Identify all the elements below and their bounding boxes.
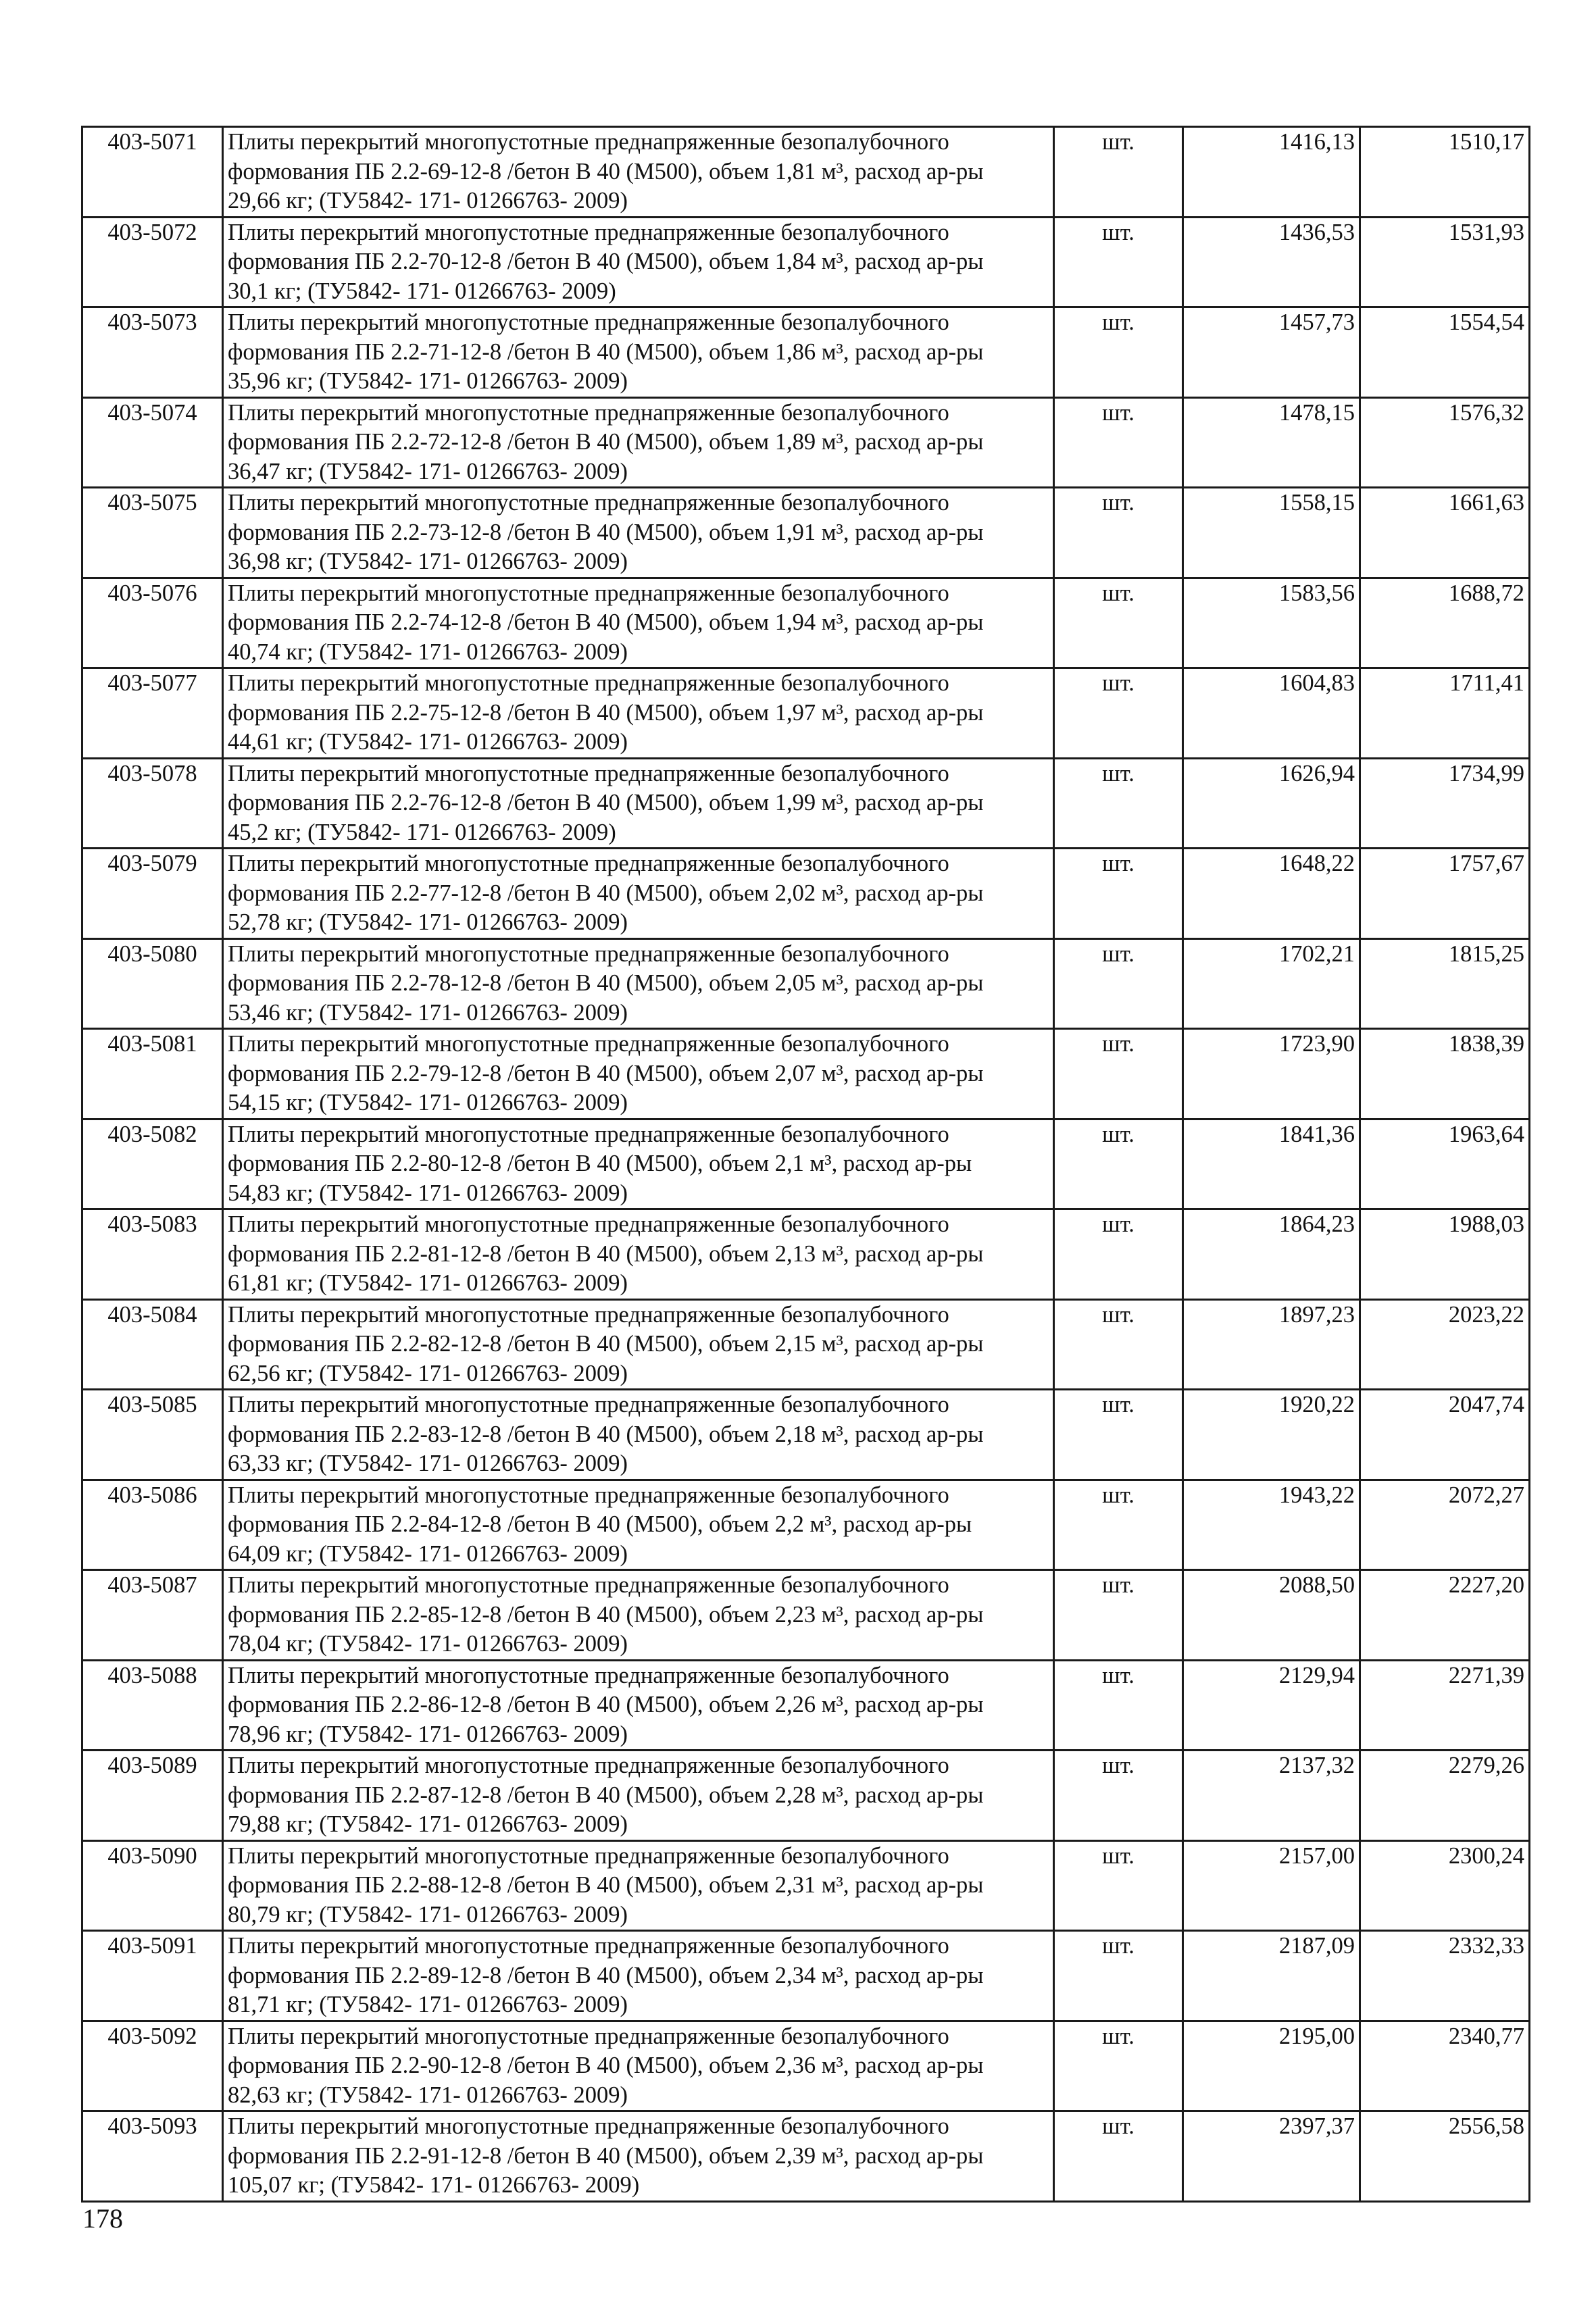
item-description-cell xyxy=(223,578,1054,668)
description-line: формования ПБ 2.2-85-12-8 /бетон В 40 (М500), объем 2,23 м³, расход ар-ры xyxy=(228,1601,984,1628)
description-line: 78,96 кг; (ТУ5842- 171- 01266763- 2009) xyxy=(228,1721,628,1747)
description-line: формования ПБ 2.2-71-12-8 /бетон В 40 (М500), объем 1,86 м³, расход ар-ры xyxy=(228,338,984,365)
price-with-vat-cell: 2047,74 xyxy=(1360,1390,1530,1480)
table-row xyxy=(82,127,1530,218)
price-cell: 2088,50 xyxy=(1183,1570,1360,1661)
price-cell: 1897,23 xyxy=(1183,1299,1360,1390)
item-code-cell: 403-5087 xyxy=(82,1570,223,1661)
price-with-vat-cell: 2279,26 xyxy=(1360,1751,1530,1841)
description-line: формования ПБ 2.2-77-12-8 /бетон В 40 (М500), объем 2,02 м³, расход ар-ры xyxy=(228,880,984,906)
price-with-vat-cell: 2556,58 xyxy=(1360,2111,1530,2202)
description-line: Плиты перекрытий многопустотные преднапряженные безопалубочного xyxy=(228,1572,949,1598)
item-code-cell: 403-5075 xyxy=(82,488,223,578)
unit-cell: шт. xyxy=(1054,1299,1183,1390)
item-code-cell: 403-5081 xyxy=(82,1029,223,1120)
table-row xyxy=(82,1570,1530,1661)
description-line: Плиты перекрытий многопустотные преднапряженные безопалубочного xyxy=(228,1482,949,1508)
table-row xyxy=(82,668,1530,759)
description-line: Плиты перекрытий многопустотные преднапряженные безопалубочного xyxy=(228,760,949,786)
item-description-cell xyxy=(223,1390,1054,1480)
unit-cell: шт. xyxy=(1054,668,1183,759)
item-code-cell: 403-5071 xyxy=(82,127,223,218)
table-row xyxy=(82,1840,1530,1931)
item-code-cell: 403-5090 xyxy=(82,1840,223,1931)
item-code-cell: 403-5074 xyxy=(82,397,223,488)
price-with-vat-cell: 1963,64 xyxy=(1360,1119,1530,1209)
price-cell: 1558,15 xyxy=(1183,488,1360,578)
description-line: 54,15 кг; (ТУ5842- 171- 01266763- 2009) xyxy=(228,1090,628,1115)
table-row xyxy=(82,849,1530,939)
table-row xyxy=(82,938,1530,1029)
price-with-vat-cell: 2332,33 xyxy=(1360,1931,1530,2021)
description-line: формования ПБ 2.2-73-12-8 /бетон В 40 (М500), объем 1,91 м³, расход ар-ры xyxy=(228,519,984,545)
description-line: 54,83 кг; (ТУ5842- 171- 01266763- 2009) xyxy=(228,1180,628,1206)
price-with-vat-cell: 1815,25 xyxy=(1360,938,1530,1029)
table-row xyxy=(82,2021,1530,2111)
description-line: 62,56 кг; (ТУ5842- 171- 01266763- 2009) xyxy=(228,1360,628,1386)
description-line: Плиты перекрытий многопустотные преднапряженные безопалубочного xyxy=(228,580,949,606)
item-description-cell xyxy=(223,1209,1054,1300)
price-with-vat-cell: 1576,32 xyxy=(1360,397,1530,488)
description-line: 61,81 кг; (ТУ5842- 171- 01266763- 2009) xyxy=(228,1270,628,1296)
description-line: 44,61 кг; (ТУ5842- 171- 01266763- 2009) xyxy=(228,729,628,755)
table-row xyxy=(82,1390,1530,1480)
unit-cell: шт. xyxy=(1054,758,1183,849)
price-cell: 1604,83 xyxy=(1183,668,1360,759)
price-with-vat-cell: 1734,99 xyxy=(1360,758,1530,849)
description-line: формования ПБ 2.2-72-12-8 /бетон В 40 (М500), объем 1,89 м³, расход ар-ры xyxy=(228,429,984,455)
item-code-cell: 403-5078 xyxy=(82,758,223,849)
item-description-cell xyxy=(223,758,1054,849)
description-line: формования ПБ 2.2-74-12-8 /бетон В 40 (М500), объем 1,94 м³, расход ар-ры xyxy=(228,609,984,635)
item-code-cell: 403-5077 xyxy=(82,668,223,759)
unit-cell: шт. xyxy=(1054,578,1183,668)
price-cell: 2187,09 xyxy=(1183,1931,1360,2021)
description-line: Плиты перекрытий многопустотные преднапряженные безопалубочного xyxy=(228,670,949,696)
item-description-cell xyxy=(223,849,1054,939)
price-with-vat-cell: 1711,41 xyxy=(1360,668,1530,759)
unit-cell: шт. xyxy=(1054,1570,1183,1661)
page-number: 178 xyxy=(82,2203,123,2234)
price-with-vat-cell: 1988,03 xyxy=(1360,1209,1530,1300)
table-row xyxy=(82,2111,1530,2202)
description-line: 81,71 кг; (ТУ5842- 171- 01266763- 2009) xyxy=(228,1992,628,2017)
description-line: Плиты перекрытий многопустотные преднапряженные безопалубочного xyxy=(228,2023,949,2049)
description-line: 29,66 кг; (ТУ5842- 171- 01266763- 2009) xyxy=(228,188,628,213)
description-line: Плиты перекрытий многопустотные преднапряженные безопалубочного xyxy=(228,1031,949,1057)
item-description-cell xyxy=(223,1570,1054,1661)
description-line: 35,96 кг; (ТУ5842- 171- 01266763- 2009) xyxy=(228,368,628,394)
description-line: 63,33 кг; (ТУ5842- 171- 01266763- 2009) xyxy=(228,1451,628,1476)
description-line: формования ПБ 2.2-90-12-8 /бетон В 40 (М500), объем 2,36 м³, расход ар-ры xyxy=(228,2053,984,2078)
unit-cell: шт. xyxy=(1054,307,1183,398)
item-code-cell: 403-5080 xyxy=(82,938,223,1029)
unit-cell: шт. xyxy=(1054,397,1183,488)
item-code-cell: 403-5089 xyxy=(82,1751,223,1841)
price-cell: 1583,56 xyxy=(1183,578,1360,668)
unit-cell: шт. xyxy=(1054,217,1183,307)
table-row xyxy=(82,1480,1530,1570)
description-line: Плиты перекрытий многопустотные преднапряженные безопалубочного xyxy=(228,490,949,515)
table-row xyxy=(82,1119,1530,1209)
description-line: 36,47 кг; (ТУ5842- 171- 01266763- 2009) xyxy=(228,458,628,484)
description-line: Плиты перекрытий многопустотные преднапряженные безопалубочного xyxy=(228,940,949,967)
item-code-cell: 403-5084 xyxy=(82,1299,223,1390)
description-line: Плиты перекрытий многопустотные преднапряженные безопалубочного xyxy=(228,2113,949,2139)
unit-cell: шт. xyxy=(1054,1751,1183,1841)
price-with-vat-cell: 1661,63 xyxy=(1360,488,1530,578)
description-line: формования ПБ 2.2-83-12-8 /бетон В 40 (М500), объем 2,18 м³, расход ар-ры xyxy=(228,1421,984,1447)
item-code-cell: 403-5079 xyxy=(82,849,223,939)
unit-cell: шт. xyxy=(1054,127,1183,218)
price-cell: 1648,22 xyxy=(1183,849,1360,939)
description-line: 64,09 кг; (ТУ5842- 171- 01266763- 2009) xyxy=(228,1540,628,1567)
description-line: формования ПБ 2.2-78-12-8 /бетон В 40 (М500), объем 2,05 м³, расход ар-ры xyxy=(228,970,984,996)
table-row xyxy=(82,1751,1530,1841)
item-code-cell: 403-5086 xyxy=(82,1480,223,1570)
description-line: формования ПБ 2.2-76-12-8 /бетон В 40 (М500), объем 1,99 м³, расход ар-ры xyxy=(228,790,984,815)
table-row xyxy=(82,1660,1530,1751)
table-row xyxy=(82,307,1530,398)
description-line: 105,07 кг; (ТУ5842- 171- 01266763- 2009) xyxy=(228,2172,640,2198)
item-code-cell: 403-5082 xyxy=(82,1119,223,1209)
price-cell: 1702,21 xyxy=(1183,938,1360,1029)
table-row xyxy=(82,1029,1530,1120)
item-code-cell: 403-5073 xyxy=(82,307,223,398)
price-cell: 2137,32 xyxy=(1183,1751,1360,1841)
price-with-vat-cell: 1554,54 xyxy=(1360,307,1530,398)
description-line: Плиты перекрытий многопустотные преднапряженные безопалубочного xyxy=(228,1392,949,1417)
item-description-cell xyxy=(223,668,1054,759)
item-description-cell xyxy=(223,2021,1054,2111)
description-line: 79,88 кг; (ТУ5842- 171- 01266763- 2009) xyxy=(228,1811,628,1837)
price-cell: 1920,22 xyxy=(1183,1390,1360,1480)
description-line: формования ПБ 2.2-86-12-8 /бетон В 40 (М500), объем 2,26 м³, расход ар-ры xyxy=(228,1692,984,1717)
item-description-cell xyxy=(223,488,1054,578)
price-cell: 1626,94 xyxy=(1183,758,1360,849)
unit-cell: шт. xyxy=(1054,1480,1183,1570)
unit-cell: шт. xyxy=(1054,2111,1183,2202)
price-cell: 1478,15 xyxy=(1183,397,1360,488)
description-line: формования ПБ 2.2-81-12-8 /бетон В 40 (М500), объем 2,13 м³, расход ар-ры xyxy=(228,1240,984,1267)
price-with-vat-cell: 2227,20 xyxy=(1360,1570,1530,1661)
item-description-cell xyxy=(223,1931,1054,2021)
item-code-cell: 403-5093 xyxy=(82,2111,223,2202)
description-line: 45,2 кг; (ТУ5842- 171- 01266763- 2009) xyxy=(228,819,616,845)
unit-cell: шт. xyxy=(1054,1931,1183,2021)
description-line: Плиты перекрытий многопустотные преднапряженные безопалубочного xyxy=(228,219,949,245)
price-with-vat-cell: 2072,27 xyxy=(1360,1480,1530,1570)
description-line: 30,1 кг; (ТУ5842- 171- 01266763- 2009) xyxy=(228,278,616,304)
description-line: формования ПБ 2.2-82-12-8 /бетон В 40 (М500), объем 2,15 м³, расход ар-ры xyxy=(228,1331,984,1357)
price-with-vat-cell: 1531,93 xyxy=(1360,217,1530,307)
price-with-vat-cell: 1757,67 xyxy=(1360,849,1530,939)
description-line: 40,74 кг; (ТУ5842- 171- 01266763- 2009) xyxy=(228,638,628,665)
item-description-cell xyxy=(223,397,1054,488)
price-table xyxy=(81,126,1530,2203)
description-line: Плиты перекрытий многопустотные преднапряженные безопалубочного xyxy=(228,129,949,155)
description-line: 82,63 кг; (ТУ5842- 171- 01266763- 2009) xyxy=(228,2082,628,2108)
price-cell: 1864,23 xyxy=(1183,1209,1360,1300)
item-description-cell xyxy=(223,2111,1054,2202)
unit-cell: шт. xyxy=(1054,1660,1183,1751)
item-description-cell xyxy=(223,127,1054,218)
description-line: Плиты перекрытий многопустотные преднапряженные безопалубочного xyxy=(228,1121,949,1147)
price-cell: 2397,37 xyxy=(1183,2111,1360,2202)
item-description-cell xyxy=(223,217,1054,307)
table-row xyxy=(82,488,1530,578)
item-code-cell: 403-5072 xyxy=(82,217,223,307)
price-with-vat-cell: 2023,22 xyxy=(1360,1299,1530,1390)
description-line: формования ПБ 2.2-89-12-8 /бетон В 40 (М500), объем 2,34 м³, расход ар-ры xyxy=(228,1962,984,1988)
item-description-cell xyxy=(223,1660,1054,1751)
description-line: формования ПБ 2.2-84-12-8 /бетон В 40 (М500), объем 2,2 м³, расход ар-ры xyxy=(228,1511,972,1537)
unit-cell: шт. xyxy=(1054,488,1183,578)
item-description-cell xyxy=(223,307,1054,398)
item-description-cell xyxy=(223,1751,1054,1841)
description-line: 53,46 кг; (ТУ5842- 171- 01266763- 2009) xyxy=(228,999,628,1026)
unit-cell: шт. xyxy=(1054,2021,1183,2111)
item-code-cell: 403-5092 xyxy=(82,2021,223,2111)
table-row xyxy=(82,217,1530,307)
price-cell: 1943,22 xyxy=(1183,1480,1360,1570)
item-description-cell xyxy=(223,1840,1054,1931)
price-with-vat-cell: 2340,77 xyxy=(1360,2021,1530,2111)
description-line: 78,04 кг; (ТУ5842- 171- 01266763- 2009) xyxy=(228,1631,628,1657)
description-line: Плиты перекрытий многопустотные преднапряженные безопалубочного xyxy=(228,1301,949,1328)
description-line: Плиты перекрытий многопустотные преднапряженные безопалубочного xyxy=(228,399,949,426)
item-description-cell xyxy=(223,938,1054,1029)
item-description-cell xyxy=(223,1029,1054,1120)
table-row xyxy=(82,578,1530,668)
description-line: Плиты перекрытий многопустотные преднапряженные безопалубочного xyxy=(228,851,949,876)
price-cell: 2195,00 xyxy=(1183,2021,1360,2111)
price-cell: 2157,00 xyxy=(1183,1840,1360,1931)
item-code-cell: 403-5085 xyxy=(82,1390,223,1480)
description-line: Плиты перекрытий многопустотные преднапряженные безопалубочного xyxy=(228,1662,949,1688)
description-line: Плиты перекрытий многопустотные преднапряженные безопалубочного xyxy=(228,1211,949,1237)
table-row xyxy=(82,1931,1530,2021)
price-cell: 1723,90 xyxy=(1183,1029,1360,1120)
table-row xyxy=(82,1209,1530,1300)
item-description-cell xyxy=(223,1119,1054,1209)
price-with-vat-cell: 1838,39 xyxy=(1360,1029,1530,1120)
item-description-cell xyxy=(223,1480,1054,1570)
unit-cell: шт. xyxy=(1054,1209,1183,1300)
price-with-vat-cell: 1510,17 xyxy=(1360,127,1530,218)
item-code-cell: 403-5091 xyxy=(82,1931,223,2021)
description-line: 36,98 кг; (ТУ5842- 171- 01266763- 2009) xyxy=(228,549,628,574)
description-line: 80,79 кг; (ТУ5842- 171- 01266763- 2009) xyxy=(228,1901,628,1928)
description-line: формования ПБ 2.2-87-12-8 /бетон В 40 (М500), объем 2,28 м³, расход ар-ры xyxy=(228,1782,984,1808)
unit-cell: шт. xyxy=(1054,849,1183,939)
table-row xyxy=(82,1299,1530,1390)
table-row xyxy=(82,758,1530,849)
price-cell: 1416,13 xyxy=(1183,127,1360,218)
price-with-vat-cell: 1688,72 xyxy=(1360,578,1530,668)
item-code-cell: 403-5088 xyxy=(82,1660,223,1751)
item-code-cell: 403-5083 xyxy=(82,1209,223,1300)
price-cell: 1457,73 xyxy=(1183,307,1360,398)
unit-cell: шт. xyxy=(1054,1029,1183,1120)
description-line: формования ПБ 2.2-80-12-8 /бетон В 40 (М500), объем 2,1 м³, расход ар-ры xyxy=(228,1151,972,1176)
description-line: формования ПБ 2.2-88-12-8 /бетон В 40 (М500), объем 2,31 м³, расход ар-ры xyxy=(228,1872,984,1898)
price-table-body xyxy=(82,127,1530,2202)
price-with-vat-cell: 2300,24 xyxy=(1360,1840,1530,1931)
price-cell: 1841,36 xyxy=(1183,1119,1360,1209)
description-line: формования ПБ 2.2-69-12-8 /бетон В 40 (М500), объем 1,81 м³, расход ар-ры xyxy=(228,158,984,184)
table-row xyxy=(82,397,1530,488)
description-line: формования ПБ 2.2-75-12-8 /бетон В 40 (М500), объем 1,97 м³, расход ар-ры xyxy=(228,699,984,726)
description-line: Плиты перекрытий многопустотные преднапряженные безопалубочного xyxy=(228,1933,949,1959)
unit-cell: шт. xyxy=(1054,1390,1183,1480)
unit-cell: шт. xyxy=(1054,1119,1183,1209)
price-cell: 2129,94 xyxy=(1183,1660,1360,1751)
item-description-cell xyxy=(223,1299,1054,1390)
description-line: Плиты перекрытий многопустотные преднапряженные безопалубочного xyxy=(228,309,949,335)
unit-cell: шт. xyxy=(1054,938,1183,1029)
description-line: Плиты перекрытий многопустотные преднапряженные безопалубочного xyxy=(228,1842,949,1869)
description-line: формования ПБ 2.2-91-12-8 /бетон В 40 (М500), объем 2,39 м³, расход ар-ры xyxy=(228,2142,984,2169)
item-code-cell: 403-5076 xyxy=(82,578,223,668)
description-line: формования ПБ 2.2-79-12-8 /бетон В 40 (М500), объем 2,07 м³, расход ар-ры xyxy=(228,1060,984,1086)
description-line: формования ПБ 2.2-70-12-8 /бетон В 40 (М500), объем 1,84 м³, расход ар-ры xyxy=(228,249,984,274)
unit-cell: шт. xyxy=(1054,1840,1183,1931)
description-line: Плиты перекрытий многопустотные преднапряженные безопалубочного xyxy=(228,1753,949,1778)
description-line: 52,78 кг; (ТУ5842- 171- 01266763- 2009) xyxy=(228,909,628,935)
price-cell: 1436,53 xyxy=(1183,217,1360,307)
price-with-vat-cell: 2271,39 xyxy=(1360,1660,1530,1751)
